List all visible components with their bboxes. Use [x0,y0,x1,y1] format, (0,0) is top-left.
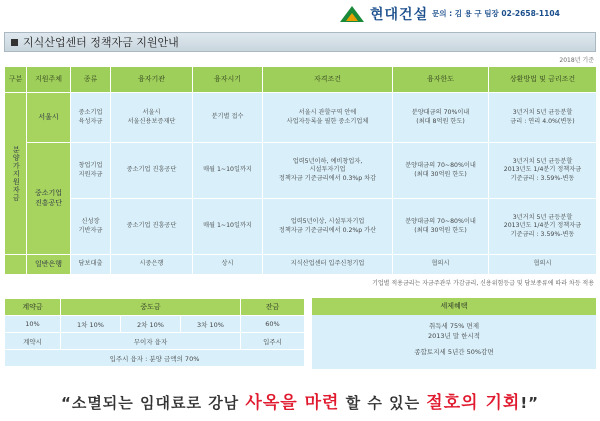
loan-note-cell: 입주시 융자 : 분양 금액의 70% [5,350,305,367]
slogan-highlight: 사옥을 마련 [245,393,340,413]
slogan-text: “소멸되는 임대료로 강남 [60,394,246,412]
col-header: 융자기관 [111,67,193,93]
repayment-cell: 3년거치 5년 균등분할 금리 : 연리 4.0%(변동) [489,93,597,143]
col-header: 중도금 [61,299,241,316]
tax-line: 2013년 말 한시적 [427,332,481,341]
col-header: 융자한도 [393,67,489,93]
col-header: 상환방법 및 금리조건 [489,67,597,93]
col-header: 지원주체 [27,67,71,93]
table-row [5,93,597,143]
timing-cell: 매월 1~10일까지 [193,199,263,255]
col-header: 자격조건 [263,67,393,93]
timing-cell: 무이자 융자 [61,333,241,350]
col-header: 계약금 [5,299,61,316]
slogan-highlight: 절호의 기회 [426,393,521,413]
pct-cell: 2차 10% [121,316,181,333]
table-row [5,350,305,367]
limit-cell: 분양대금의 70~80%이내 (최대 30억원 한도) [393,143,489,199]
limit-cell: 분양대금의 70%이내 (최대 8억원 한도) [393,93,489,143]
table-row [5,316,305,333]
logo-text: 현대건설 [370,7,429,23]
repayment-cell: 3년거치 5년 균등분할 2013년도 1/4분기 정책자금 기준금리 : 3.59%-변동 [489,199,597,255]
lender-cell: 시중은행 [111,255,193,275]
side-label: 분양가지원자금 [5,93,27,255]
logo-triangle-icon [340,6,364,22]
qualification-cell: 서울시 관할구역 안에 사업자등록을 필한 중소기업체 [263,93,393,143]
company-logo [340,4,428,24]
repayment-cell: 3년거치 5년 균등분할 2013년도 1/4분기 정책자금 기준금리 : 3.59%-변동 [489,143,597,199]
type-cell: 중소기업 육성자금 [71,93,111,143]
pct-cell: 10% [5,316,61,333]
timing-cell: 계약시 [5,333,61,350]
reference-year-note: 2018년 기준 [559,57,594,64]
tax-body [312,315,596,369]
agency-cell: 일반은행 [27,255,71,275]
table-row [5,199,597,255]
title-bar [4,32,596,52]
table-row [5,333,305,350]
slogan [0,388,600,413]
timing-cell: 매월 1~10일까지 [193,143,263,199]
timing-cell: 상시 [193,255,263,275]
square-bullet-icon [11,39,18,46]
timing-cell: 분기별 접수 [193,93,263,143]
tax-header: 세제혜택 [312,298,596,315]
agency-cell: 서울시 [27,93,71,143]
slogan-text: !” [520,394,540,412]
qualification-cell: 업력5년이상, 시설투자기업 정책자금 기준금리에서 0.2%p 가산 [263,199,393,255]
type-cell: 담보대출 [71,255,111,275]
tax-line: 취득세 75% 면제 [429,322,479,330]
limit-cell: 협의시 [393,255,489,275]
payment-schedule-table [4,298,305,367]
repayment-cell: 협의시 [489,255,597,275]
agency-cell: 중소기업 진흥공단 [27,143,71,255]
type-cell: 신성장 기반자금 [71,199,111,255]
limit-cell: 분양대금의 70~80%이내 (최대 30억원 한도) [393,199,489,255]
contact-info: 문의 : 김 용 구 팀장 02-2658-1104 [432,9,560,18]
col-header: 잔금 [241,299,305,316]
pct-cell: 1차 10% [61,316,121,333]
timing-cell: 입주시 [241,333,305,350]
col-header: 종류 [71,67,111,93]
lender-cell: 서울시 서울신용보증재단 [111,93,193,143]
table-row [5,143,597,199]
table-header-row [5,299,305,316]
qualification-cell: 지식산업센터 입주신청기업 [263,255,393,275]
top-bar [0,0,600,26]
qualification-cell: 업력5년이하, 예비창업자, 시설투자기업 정책자금 기준금리에서 0.3%p 차감 [263,143,393,199]
lender-cell: 중소기업 진흥공단 [111,143,193,199]
tax-line: 종합토지세 5년간 50%감면 [414,348,494,357]
page-title: 지식산업센터 정책자금 지원안내 [23,36,179,49]
table-header-row [5,67,597,93]
lender-cell: 중소기업 진흥공단 [111,199,193,255]
table-row [5,255,597,275]
slogan-text: 할 수 있는 [339,394,427,412]
tax-benefit-box [312,298,596,370]
pct-cell: 3차 10% [181,316,241,333]
type-cell: 창업기업 지원자금 [71,143,111,199]
pct-cell: 60% [241,316,305,333]
funding-table [4,66,597,275]
side-label-filler [5,255,27,275]
col-header: 구분 [5,67,27,93]
col-header: 융자시기 [193,67,263,93]
table-footnote: 기업별 적용금리는 자금주관부 가감금리, 신용위험등급 및 담보종류에 따라 차등 적용 [372,280,594,287]
